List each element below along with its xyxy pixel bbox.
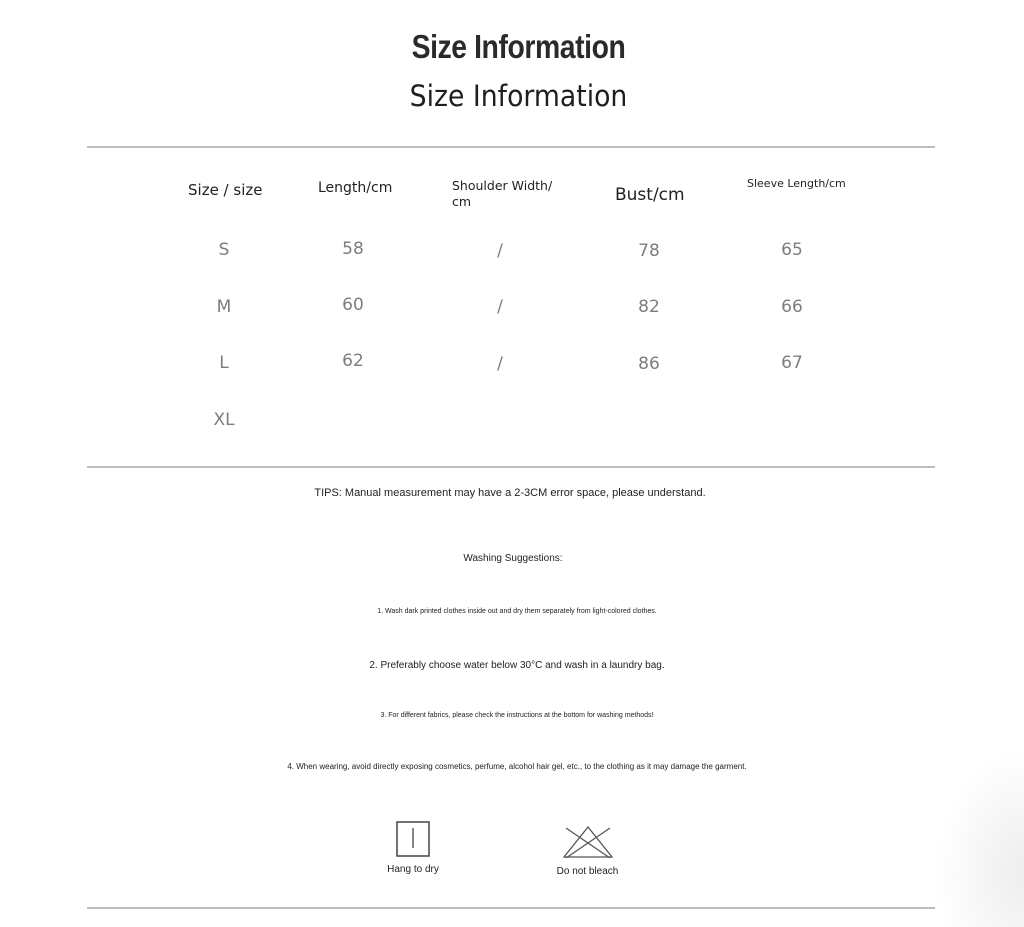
washing-item: 1. Wash dark printed clothes inside out and dry them separately from light-colored clothes. [377,608,657,615]
cell-size: S [218,240,230,260]
cell-sleeve: 66 [781,297,803,317]
divider-middle [87,466,935,468]
no-bleach-icon [562,824,614,860]
care-no-bleach [540,824,635,877]
cell-bust: 86 [638,354,660,374]
washing-item: 2. Preferably choose water below 30°C and wash in a laundry bag. [369,660,665,671]
header-bust: Bust/cm [615,185,685,205]
cell-size: M [216,297,232,317]
cell-shoulder: / [497,354,503,374]
care-hang-dry [368,820,458,875]
cell-shoulder: / [497,241,503,261]
cell-size: L [219,353,229,373]
care-label: Hang to dry [387,864,439,875]
cell-sleeve: 67 [781,353,803,373]
cell-shoulder: / [497,297,503,317]
cell-bust: 78 [638,241,660,261]
washing-item: 3. For different fabrics, please check the instructions at the bottom for washing methods! [380,712,654,719]
page-subtitle: Size Information [409,79,628,113]
header-shoulder-width: Shoulder Width/ cm [452,178,553,209]
header-length: Length/cm [318,180,393,196]
divider-top [87,146,935,148]
cell-length: 62 [342,351,364,371]
cell-length: 60 [342,295,364,315]
cell-length: 58 [342,239,364,259]
care-label: Do not bleach [556,866,619,877]
hang-dry-icon [395,820,431,858]
cell-size: XL [213,410,235,430]
cell-sleeve: 65 [781,240,803,260]
washing-title: Washing Suggestions: [463,553,563,564]
washing-item: 4. When wearing, avoid directly exposing cosmetics, perfume, alcohol hair gel, etc., to the clothing as it may damage the garment. [287,762,747,771]
cell-bust: 82 [638,297,660,317]
corner-shadow [934,747,1024,927]
tips-text: TIPS: Manual measurement may have a 2-3CM error space, please understand. [314,487,706,499]
header-size: Size / size [188,181,263,199]
page-title: Size Information [411,28,626,65]
divider-bottom [87,907,935,909]
header-sleeve-length: Sleeve Length/cm [747,177,846,190]
